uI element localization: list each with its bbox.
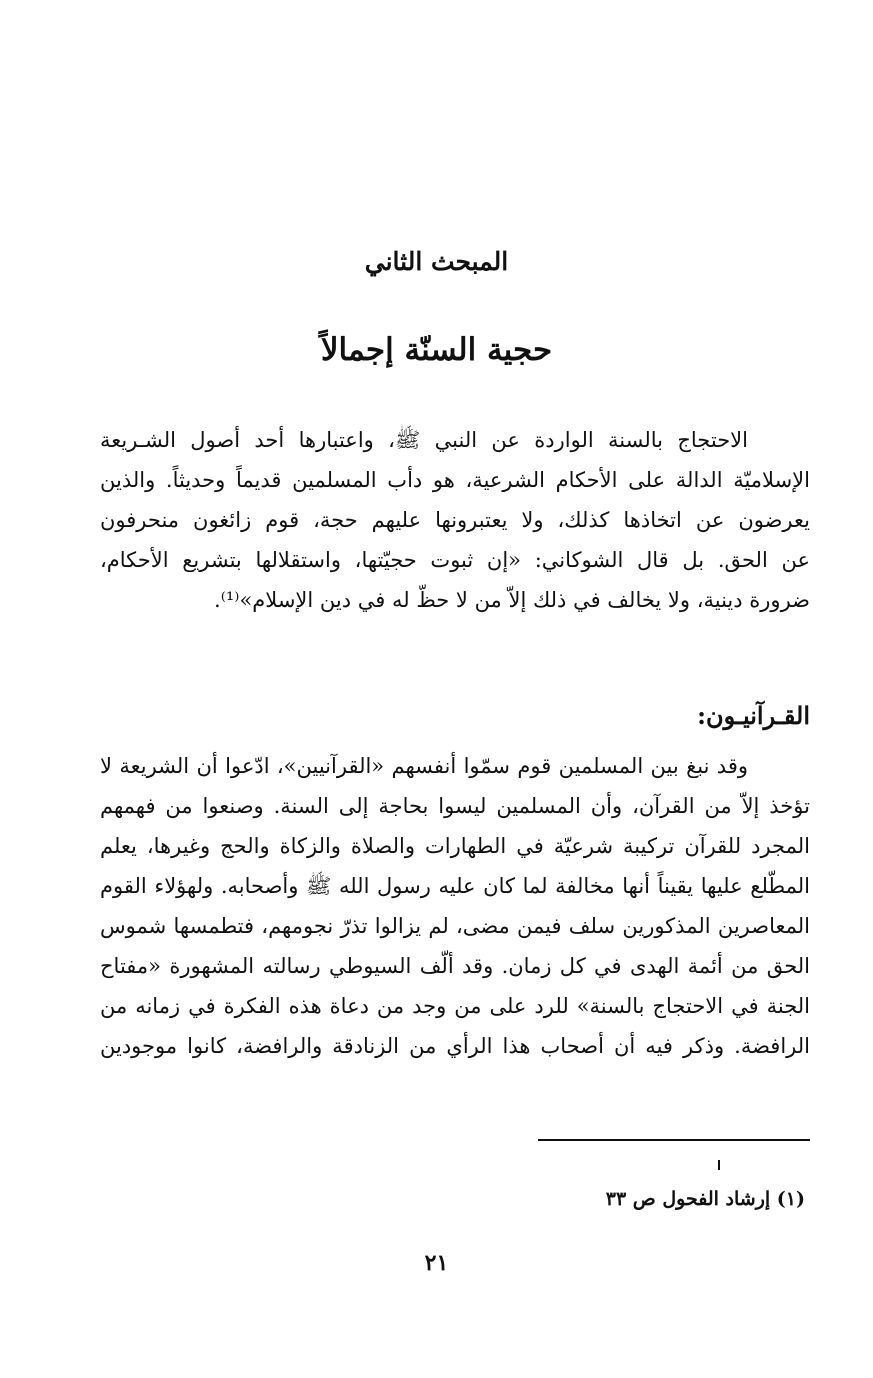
paragraph-quranists <box>100 746 810 1066</box>
page-number: ٢١ <box>424 1250 449 1276</box>
paragraph-line: يعرضون عن اتخاذها كذلك، ولا يعتبرونها عليهم حجة، قوم زائغون منحرفون <box>100 508 810 532</box>
paragraph-line: عن الحق. بل قال الشوكاني: «إن ثبوت حجيّتها، واستقلالها بتشريع الأحكام، <box>100 548 810 572</box>
paragraph-line: الرافضة. وذكر فيه أن أصحاب هذا الرأي من الزنادقة والرافضة، كانوا موجودين <box>100 1034 810 1058</box>
paragraph-intro <box>100 420 810 620</box>
chapter-title: حجية السنّة إجمالاً <box>320 332 553 368</box>
paragraph-line: الجنة في الاحتجاج بالسنة» للرد على من وجد من دعاة هذه الفكرة في زمانه من <box>100 994 810 1018</box>
paragraph-line: الإسلاميّة الدالة على الأحكام الشرعية، هو دأب المسلمين قديماً وحديثاً. والذين <box>100 468 810 492</box>
paragraph-line: المعاصرين المذكورين سلف فيمن مضى، لم يزالوا تذرّ نجومهم، فتطمسها شموس <box>100 914 810 938</box>
paragraph-line: المطّلع عليها يقيناً أنها مخالفة لما كان عليه رسول الله ﷺ وأصحابه. ولهؤلاء القوم <box>100 874 810 898</box>
section-label: المبحث الثاني <box>364 247 509 276</box>
paragraph-line: تؤخذ إلاّ من القرآن، وأن المسلمين ليسوا بحاجة إلى السنة. وصنعوا من فهمهم <box>100 794 810 818</box>
footnote-tick-mark <box>718 1160 720 1170</box>
paragraph-line: المجرد للقرآن تركيبة شرعيّة في الطهارات والصلاة والزكاة والحج وغيرها، يعلم <box>100 834 810 858</box>
paragraph-line: الاحتجاج بالسنة الواردة عن النبي ﷺ، واعتبارها أحد أصول الشـريعة <box>100 428 748 452</box>
footnote-divider <box>538 1139 810 1141</box>
paragraph-line: وقد نبغ بين المسلمين قوم سمّوا أنفسهم «القرآنيين»، ادّعوا أن الشريعة لا <box>100 754 748 778</box>
footnote: (١) إرشاد الفحول ص ٣٣ <box>605 1188 805 1210</box>
paragraph-line: الحق من أئمة الهدى في كل زمان. وقد ألّف السيوطي رسالته المشهورة «مفتاح <box>100 954 810 978</box>
subheading-quranists: القـرآنيـون: <box>697 701 810 730</box>
paragraph-line: ضرورة دينية، ولا يخالف في ذلك إلاّ من لا حظّ له في دين الإسلام»⁽¹⁾. <box>214 588 810 612</box>
